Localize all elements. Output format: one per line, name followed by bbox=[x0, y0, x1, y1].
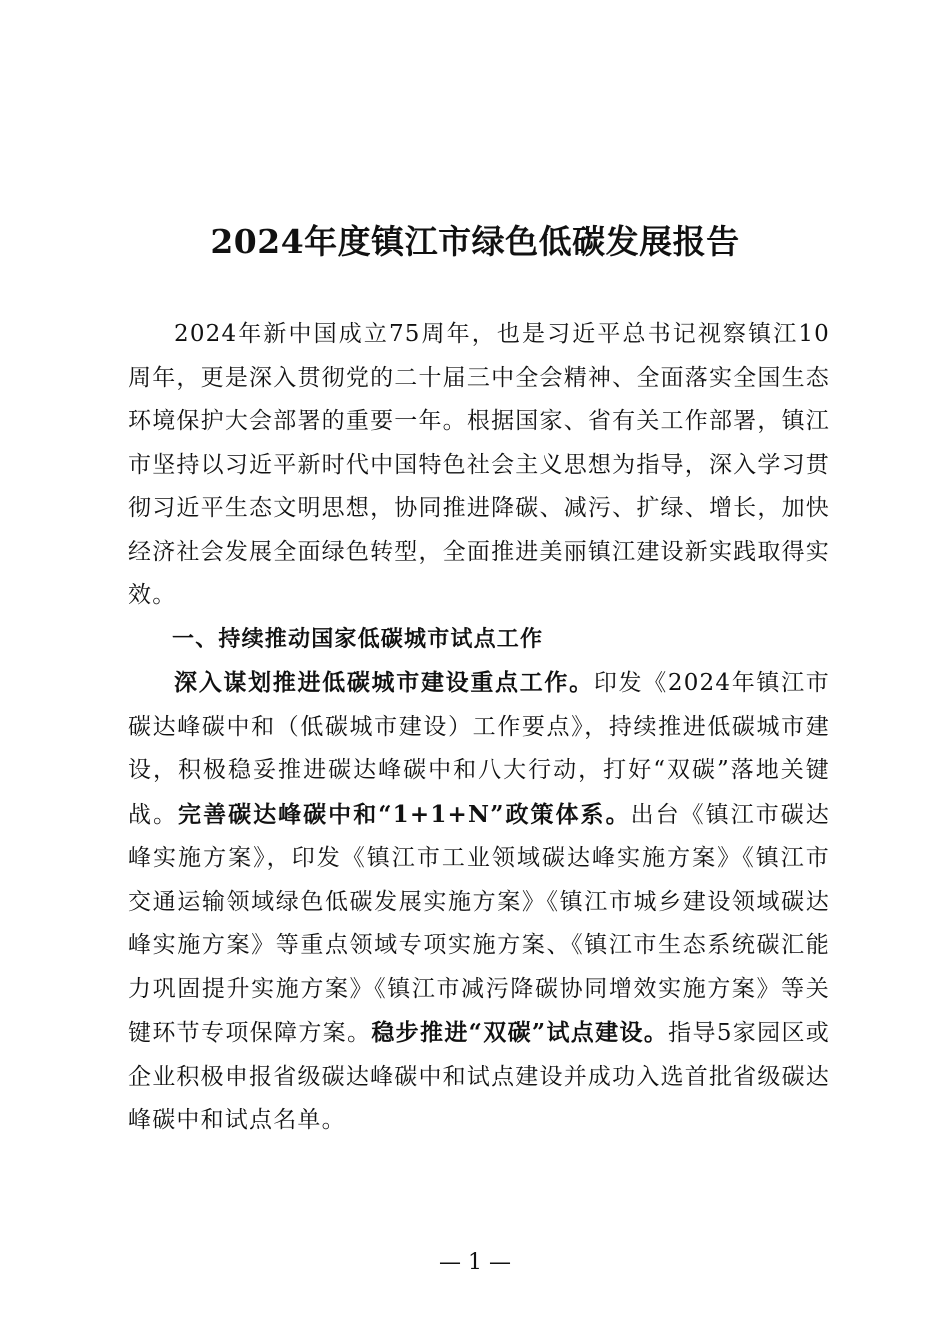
lead-sentence-2: 完善碳达峰碳中和“1+1+N”政策体系。 bbox=[178, 800, 631, 828]
lead-sentence-1: 深入谋划推进低碳城市建设重点工作。 bbox=[174, 669, 594, 696]
body-text-1: 印发《2024年镇江市碳达峰碳中和（低碳城市建设）工作要点》，持续推进低碳城市建设，积极稳妥推进碳达峰碳中和八大行动，打好“双碳”落地关键战。 bbox=[128, 670, 831, 828]
document-body bbox=[128, 313, 830, 1143]
intro-paragraph: 2024年新中国成立75周年，也是习近平总书记视察镇江10周年，更是深入贯彻党的二十届三中全会精神、全面落实全国生态环境保护大会部署的重要一年。根据国家、省有关工作部署，镇江市坚持以习近平新时代中国特色社会主义思想为指导，深入学习贯彻习近平生态文明思想，协同推进降碳、减污、扩绿、增长，加快经济社会发展全面绿色转型，全面推进美丽镇江建设新实践取得实效。 bbox=[128, 321, 830, 608]
body-text-2: 出台《镇江市碳达峰实施方案》，印发《镇江市工业领域碳达峰实施方案》《镇江市交通运输领域绿色低碳发展实施方案》《镇江市城乡建设领域碳达峰实施方案》等重点领域专项实施方案、《镇江市生态系统碳汇能力巩固提升实施方案》《镇江市减污降碳协同增效实施方案》等关键环节专项保障方案。 bbox=[128, 801, 830, 1046]
document-title: 2024年度镇江市绿色低碳发展报告 bbox=[210, 222, 740, 261]
section-heading: 一、持续推动国家低碳城市试点工作 bbox=[172, 626, 544, 652]
page-number: — 1 — bbox=[439, 1250, 511, 1275]
section-paragraph bbox=[128, 661, 830, 1143]
body-text-3: 指导5家园区或企业积极申报省级碳达峰碳中和试点建设并成功入选首批省级碳达峰碳中和试点名单。 bbox=[128, 1020, 830, 1133]
lead-sentence-3: 稳步推进“双碳”试点建设。 bbox=[371, 1019, 669, 1046]
